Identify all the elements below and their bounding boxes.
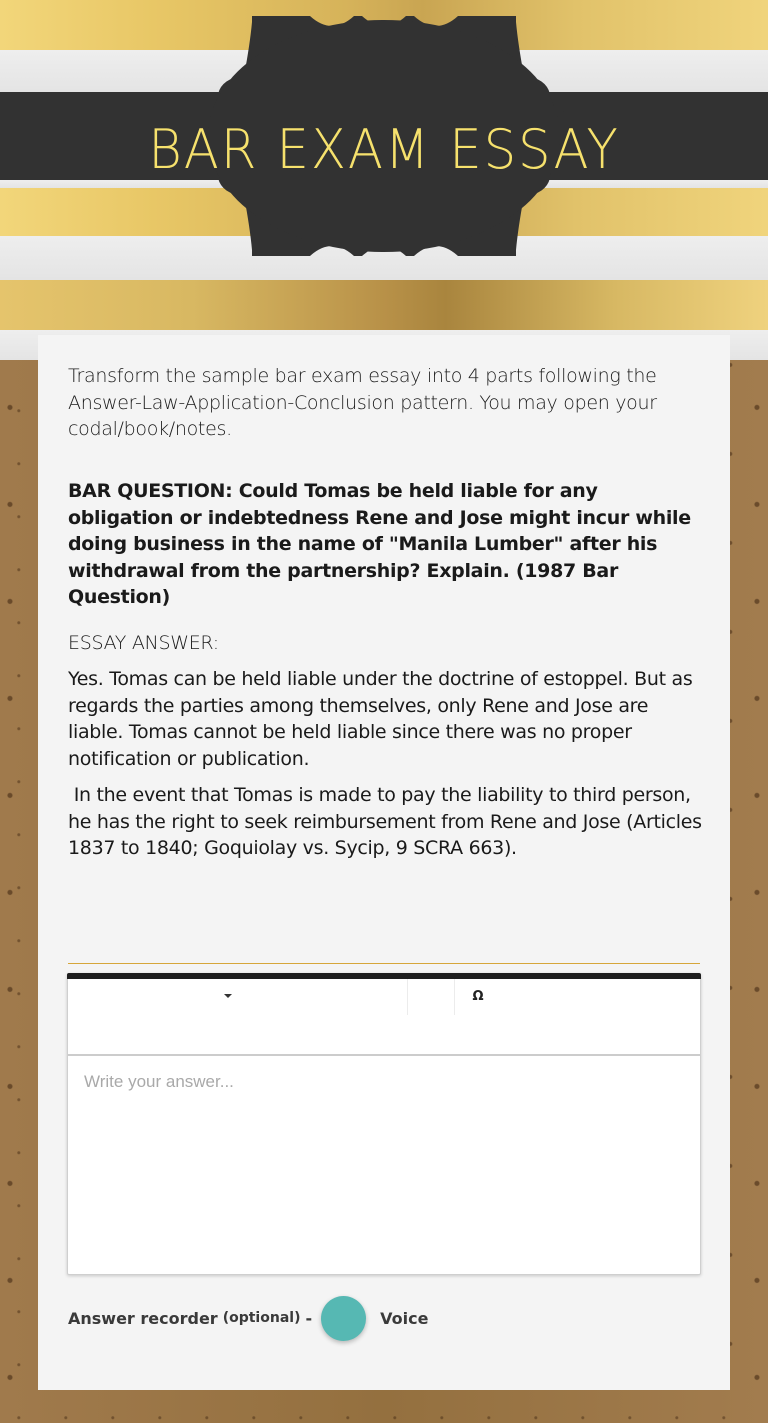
format-dropdown[interactable] xyxy=(68,979,408,1015)
answer-input[interactable] xyxy=(68,1058,700,1274)
recorder-label: Answer recorder xyxy=(68,1308,218,1328)
special-character-icon[interactable]: Ω xyxy=(472,989,484,1004)
record-voice-button[interactable] xyxy=(321,1296,366,1341)
bar-question-text: BAR QUESTION: Could Tomas be held liable for any obligation or indebtedness Rene and Jose might incur while doing business in the name of "Manila Lumber" after his withdrawal from the partnership? Explain. (1987 Bar Question) xyxy=(68,480,691,608)
essay-paragraph: Yes. Tomas can be held liable under the doctrine of estoppel. But as regards the parties among themselves, only Rene and Jose are liable. Tomas cannot be held liable since there was no proper notification or publication. xyxy=(68,668,693,770)
recorder-optional-label: (optional) xyxy=(222,1310,301,1326)
content-card xyxy=(38,335,730,1390)
recorder-mode-label: Voice xyxy=(380,1308,429,1328)
editor-toolbar xyxy=(68,979,700,1056)
section-divider xyxy=(68,963,700,964)
page-title: BAR EXAM ESSAY xyxy=(148,118,620,181)
toolbar-button[interactable] xyxy=(409,979,455,1015)
rich-text-editor xyxy=(67,973,701,1275)
recorder-dash: - xyxy=(305,1308,313,1328)
instructions-text: Transform the sample bar exam essay into 4 parts following the Answer-Law-Application-Conclusion pattern. You may open your codal/book/notes. xyxy=(68,365,657,440)
answer-recorder xyxy=(68,1295,428,1341)
stripe-gold xyxy=(0,280,768,330)
essay-paragraph: In the event that Tomas is made to pay the liability to third person, he has the right to seek reimbursement from Rene and Jose (Articles 1837 to 1840; Goquiolay vs. Sycip, 9 SCRA 663). xyxy=(68,784,708,859)
essay-answer-label: ESSAY ANSWER: xyxy=(68,632,219,654)
caret-down-icon xyxy=(224,994,232,998)
header-banner xyxy=(0,0,768,360)
